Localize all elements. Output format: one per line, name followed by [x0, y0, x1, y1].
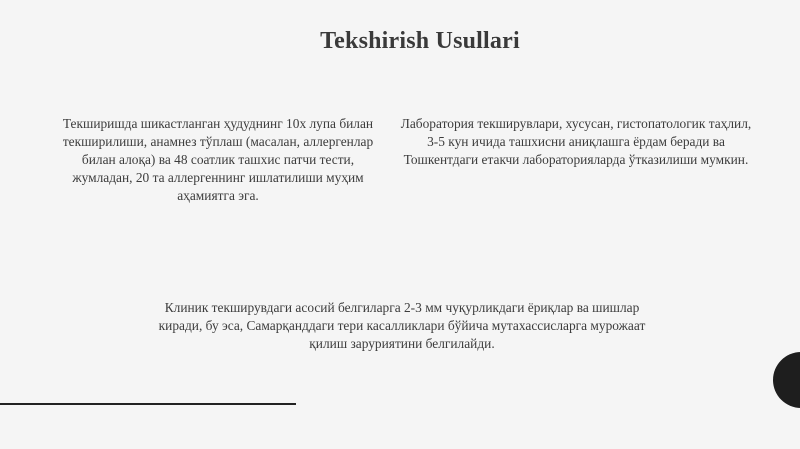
decorative-circle	[773, 352, 800, 408]
slide-title: Tekshirish Usullari	[320, 28, 520, 54]
lab-tests-paragraph: Лаборатория текширувлари, хусусан, гистопатологик таҳлил, 3-5 кун ичида ташхисни аниқлашга ёрдам беради ва Тошкентдаги етакчи лабораторияларда ўтказилиши мумкин.	[400, 116, 752, 167]
decorative-divider-line	[0, 403, 296, 405]
exam-methods-paragraph: Текширишда шикастланган ҳудуднинг 10x лупа билан текширилиши, анамнез тўплаш (масалан, аллергенлар билан алоқа) ва 48 соатлик ташхис патчи тести, жумладан, 20 та аллергеннинг ишлатилиши муҳим аҳамиятга эга.	[62, 116, 374, 203]
clinical-signs-paragraph: Клиник текширувдаги асосий белгиларга 2-3 мм чуқурликдаги ёриқлар ва шишлар киради, бу эса, Самарқанддаги тери касалликлари бўйича мутахассисларга мурожаат қилиш заруриятини белгилайди.	[158, 300, 646, 351]
